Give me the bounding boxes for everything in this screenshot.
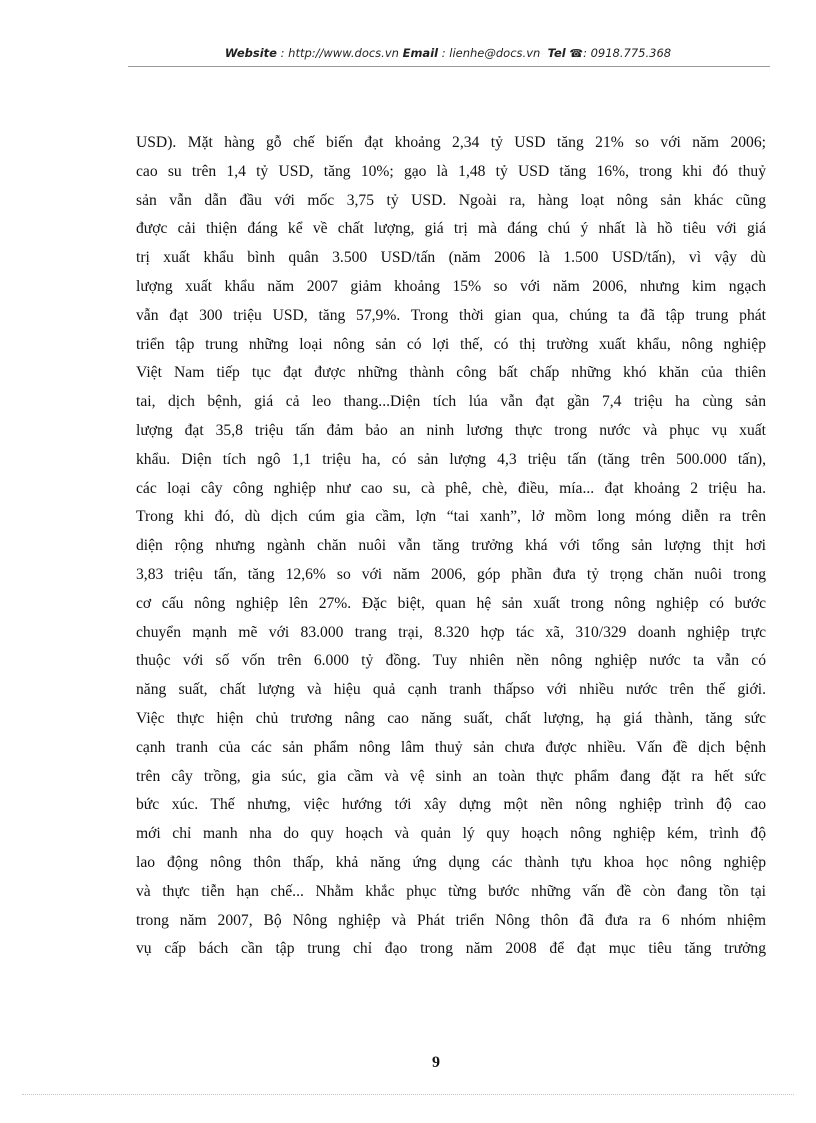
text-line: các loại cây công nghiệp như cao su, cà phê, chè, điều, mía... đạt khoảng 2 triệu ha.	[136, 479, 766, 497]
page-bottom-divider	[22, 1094, 794, 1095]
body-paragraph	[136, 129, 766, 964]
website-label: Website	[224, 46, 277, 60]
tel-number: 0918.775.368	[590, 46, 672, 60]
text-line: vụ cấp bách cần tập trung chỉ đạo trong năm 2008 để đạt mục tiêu tăng trưởng	[136, 940, 766, 958]
text-line: Việt Nam tiếp tục đạt được những thành công bất chấp những khó khăn của thiên	[136, 364, 766, 382]
text-line: USD). Mặt hàng gỗ chế biến đạt khoảng 2,34 tỷ USD tăng 21% so với năm 2006;	[136, 134, 766, 151]
text-line: năng suất, chất lượng và hiệu quả cạnh tranh thấpso với nhiều nước trên thế giới.	[136, 681, 766, 699]
text-line: diện rộng nhưng ngành chăn nuôi vẫn tăng trưởng khá với tổng sản lượng thịt hơi	[136, 537, 766, 555]
phone-icon: ☎	[569, 47, 584, 60]
text-line: sản vẫn dẫn đầu với mốc 3,75 tỷ USD. Ngoài ra, hàng loạt nông sản khác cũng	[136, 191, 766, 209]
header-divider	[128, 66, 770, 67]
text-line: trong năm 2007, Bộ Nông nghiệp và Phát triển Nông thôn đã đưa ra 6 nhóm nhiệm	[136, 911, 766, 929]
email-separator: :	[438, 46, 450, 60]
text-line: lao động nông thôn thấp, khả năng ứng dụng các thành tựu khoa học nông nghiệp	[136, 853, 766, 871]
text-line: mới chỉ manh nha do quy hoạch và quản lý quy hoạch nông nghiệp kém, trình độ	[136, 825, 766, 843]
text-line: khẩu. Diện tích ngô 1,1 triệu ha, có sản lượng 4,3 triệu tấn (tăng trên 500.000 tấn),	[136, 450, 766, 468]
text-line: Việc thực hiện chủ trương nâng cao năng suất, chất lượng, hạ giá thành, tăng sức	[136, 709, 766, 727]
website-separator: :	[276, 46, 289, 60]
text-line: trị xuất khẩu bình quân 3.500 USD/tấn (năm 2006 là 1.500 USD/tấn), vì vậy dù	[136, 249, 766, 267]
text-line: trên cây trồng, gia súc, gia cầm và vệ sinh an toàn thực phẩm đang đặt ra hết sức	[136, 767, 766, 785]
website-url[interactable]: http://www.docs.vn	[288, 46, 399, 60]
tel-label: Tel	[547, 46, 566, 60]
text-line: được cải thiện đáng kể về chất lượng, giá trị mà đáng chú ý nhất là hồ tiêu với giá	[136, 220, 766, 238]
text-line: Trong khi đó, dù dịch cúm gia cầm, lợn “tai xanh”, lở mồm long móng diễn ra trên	[136, 508, 766, 526]
email-address[interactable]: lienhe@docs.vn	[449, 46, 541, 60]
text-line: cơ cấu nông nghiệp lên 27%. Đặc biệt, quan hệ sản xuất trong nông nghiệp có bước	[136, 594, 766, 612]
tel-separator: :	[583, 46, 591, 60]
email-label: Email	[402, 46, 439, 60]
text-line: tai, dịch bệnh, giá cả leo thang...Diện tích lúa vẫn đạt gần 7,4 triệu ha cùng sản	[136, 393, 766, 411]
text-line: chuyển mạnh mẽ với 83.000 trang trại, 8.320 hợp tác xã, 310/329 doanh nghiệp trực	[136, 623, 766, 641]
page-number: 9	[432, 1054, 440, 1071]
text-line: cạnh tranh của các sản phẩm nông lâm thuỷ sản chưa được nhiều. Vấn đề dịch bệnh	[136, 738, 766, 756]
text-line: vẫn đạt 300 triệu USD, tăng 57,9%. Trong thời gian qua, chúng ta đã tập trung phát	[136, 306, 766, 324]
text-line: 3,83 triệu tấn, tăng 12,6% so với năm 2006, góp phần đưa tỷ trọng chăn nuôi trong	[136, 565, 766, 583]
text-line: bức xúc. Thế nhưng, việc hướng tới xây dựng một nền nông nghiệp trình độ cao	[136, 796, 766, 814]
page-header	[128, 46, 768, 60]
text-line: lượng xuất khẩu năm 2007 giảm khoảng 15% so với năm 2006, nhưng kim ngạch	[136, 277, 766, 295]
text-line: triển tập trung những loại nông sản có lợi thế, có thị trường xuất khẩu, nông nghiệp	[136, 335, 766, 353]
text-line: thuộc với số vốn trên 6.000 tỷ đồng. Tuy nhiên nền nông nghiệp nước ta vẫn có	[136, 652, 766, 670]
text-line: và thực tiễn hạn chế... Nhằm khắc phục từng bước những vấn đề còn đang tồn tại	[136, 882, 766, 900]
text-line: cao su trên 1,4 tỷ USD, tăng 10%; gạo là 1,48 tỷ USD tăng 16%, trong khi đó thuỷ	[136, 162, 766, 180]
text-line: lượng đạt 35,8 triệu tấn đảm bảo an ninh lương thực trong nước và phục vụ xuất	[136, 421, 766, 439]
